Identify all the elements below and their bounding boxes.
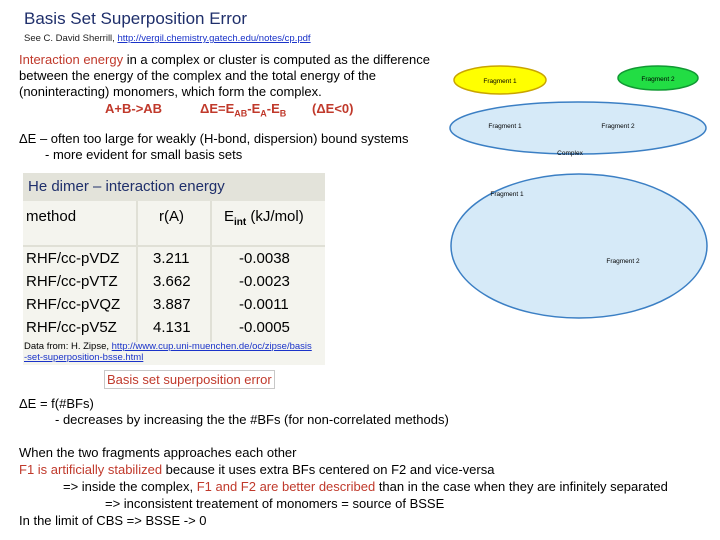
page-title: Basis Set Superposition Error [24,9,247,28]
header-r: r(A) [159,208,184,225]
delta-note-line1: ΔE – often too large for weakly (H-bond, dispersion) bound systems [19,131,409,146]
bf-line2: - decreases by increasing the the #BFs (for non-correlated methods) [55,412,449,427]
energy-equation: $\Delta E=E_{AB}-E_A-E_B$ [200,101,287,119]
fragment2-label: Fragment 2 [641,76,675,83]
table-cell-e: -0.0011 [239,296,289,313]
bf-dependence [19,396,449,428]
table-cell-r: 3.211 [153,250,190,267]
table-cell-method: RHF/cc-pVTZ [26,273,118,290]
conclusion-block [19,444,668,529]
intro-paragraph [19,52,439,100]
fragment1-label: Fragment 1 [483,78,517,85]
data-source [24,341,314,363]
source-reference [24,33,311,44]
delta-note-line2: - more evident for small basis sets [45,147,243,162]
separated-fragment1-label: Fragment 1 [490,191,524,198]
table-cell-method: RHF/cc-pV5Z [26,319,117,336]
conclusion-line1: When the two fragments approaches each other [19,445,297,460]
energy-table [23,173,325,365]
table-cell-r: 3.887 [153,296,191,313]
table-divider [136,201,138,342]
data-source-label: Data from: H. Zipse, [24,341,112,352]
header-eint: $E_{int}$ (kJ/mol) [224,208,304,228]
table-cell-e: -0.0005 [239,319,290,336]
conclusion-line5: In the limit of CBS => BSSE -> 0 [19,513,207,528]
conclusion-line2: F1 is artificially stabilized because it uses extra BFs centered on F2 and vice-versa [19,462,495,477]
table-cell-r: 3.662 [153,273,191,290]
separated-fragment2-label: Fragment 2 [606,258,640,265]
conclusion-line3: => inside the complex, F1 and F2 are better described than in the case when they are infinitely separated [63,479,668,494]
fragment-diagram [448,58,710,320]
table-title: He dimer – interaction energy [28,178,225,195]
interaction-energy-term: Interaction energy [19,52,124,67]
table-divider [210,201,212,342]
table-divider [23,245,325,247]
header-method: method [26,208,77,225]
data-source-link[interactable]: http://www.cup.uni-muenchen.de/oc/zipse/basis-set-superposition-bsse.html [24,341,312,363]
bsse-link[interactable]: Basis set superposition error [104,372,275,387]
reaction-equation: A+B->AB [105,101,163,116]
table-cell-e: -0.0023 [239,273,290,290]
complex-fragment1-label: Fragment 1 [488,123,522,130]
energy-condition: (ΔE<0) [312,101,354,116]
delta-note [19,131,409,163]
table-cell-r: 4.131 [153,319,191,336]
source-link[interactable]: http://vergil.chemistry.gatech.edu/notes/cp.pdf [117,33,311,44]
source-prefix: See C. David Sherrill, [24,33,118,44]
bf-line1: ΔE = f(#BFs) [19,396,94,411]
complex-fragment2-label: Fragment 2 [601,123,635,130]
intro-text: in a complex or cluster is computed as the difference between the energy of the complex and the total energy of the (noninteracting) monomers, which form the complex. [19,52,430,99]
table-cell-method: RHF/cc-pVQZ [26,296,121,313]
complex-label: Complex [557,150,583,157]
conclusion-line4: => inconsistent treatement of monomers = source of BSSE [105,496,445,511]
table-cell-method: RHF/cc-pVDZ [26,250,120,267]
table-cell-e: -0.0038 [239,250,290,267]
